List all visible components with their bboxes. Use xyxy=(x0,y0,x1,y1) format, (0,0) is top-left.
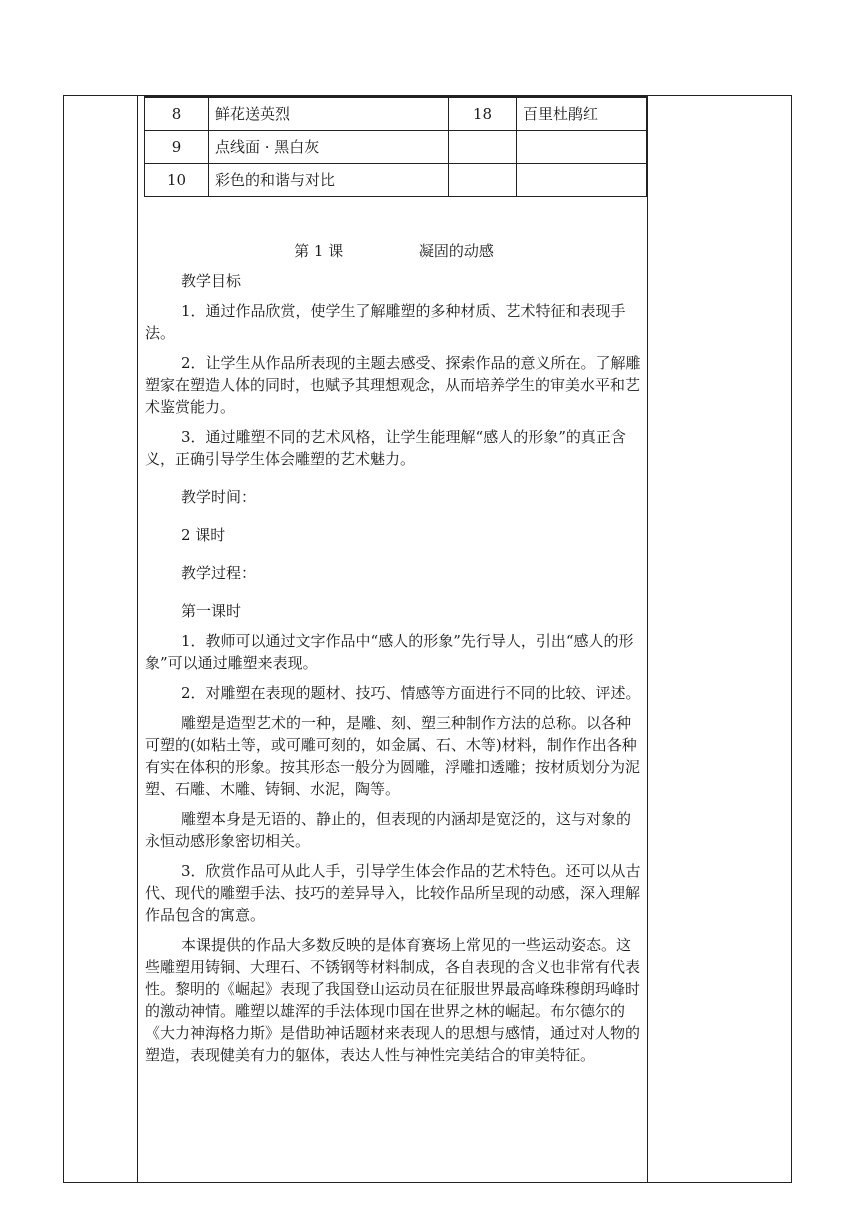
lesson-title: 凝固的动感 xyxy=(418,242,494,260)
paragraph: 本课提供的作品大多数反映的是体育赛场上常见的一些运动姿态。这些雕塑用铸铜、大理石、不锈钢等材料制成，各自表现的含义也非常有代表性。黎明的《崛起》表现了我国登山运动员在征服世界最高峰珠穆朗玛峰时的激动神情。雕塑以雄浑的手法体现巾国在世界之林的崛起。布尔德尔的《大力神海格力斯》是借助神话题材来表现人的思想与感情，通过对人物的塑造，表现健美有力的躯体，表达人性与神性完美结合的审美特征。 xyxy=(145,936,641,1064)
paragraph: 2．对雕塑在表现的题材、技巧、情感等方面进行不同的比较、评述。 xyxy=(181,684,641,702)
lesson-name xyxy=(517,163,647,196)
lesson-number: 8 xyxy=(145,97,209,130)
paragraph: 3．欣赏作品可从此人手，引导学生体会作品的艺术特色。还可以从古代、现代的雕塑手法、技巧的差异导入，比较作品所呈现的动感，深入理解作品包含的寓意。 xyxy=(145,862,641,924)
lesson-number: 18 xyxy=(449,97,517,130)
column-divider-left xyxy=(137,95,138,1183)
table-row xyxy=(145,130,647,163)
paragraph: 雕塑本身是无语的、静止的，但表现的内涵却是宽泛的，这与对象的永恒动感形象密切相关。 xyxy=(145,810,632,850)
lesson-heading xyxy=(145,240,643,262)
table-row xyxy=(145,97,647,130)
lesson-name: 鲜花送英烈 xyxy=(209,97,449,130)
section-heading: 第一课时 xyxy=(181,602,242,620)
table-row xyxy=(145,163,647,196)
lesson-number: 9 xyxy=(145,130,209,163)
paragraph: 3．通过雕塑不同的艺术风格，让学生能理解“感人的形象”的真正含义，正确引导学生体会雕塑的艺术魅力。 xyxy=(145,428,626,468)
lesson-plan-body xyxy=(145,240,643,1066)
section-heading: 教学时间： xyxy=(181,488,257,506)
paragraph: 雕塑是造型艺术的一种，是雕、刻、塑三种制作方法的总称。以各种可塑的(如粘土等，或可雕可刻的，如金属、石、木等)材料，制作作出各种有实在体积的形象。按其形态一般分为圆雕，浮雕扣透雕；按材质划分为泥塑、石雕、木雕、铸铜、水泥，陶等。 xyxy=(145,714,641,798)
paragraph: 1．通过作品欣赏，使学生了解雕塑的多种材质、艺术特征和表现手法。 xyxy=(145,302,626,342)
paragraph: 2．让学生从作品所表现的主题去感受、探索作品的意义所在。了解雕塑家在塑造人体的同时，也赋予其理想观念，从而培养学生的审美水平和艺术鉴赏能力。 xyxy=(145,354,641,416)
lesson-name: 点线面 · 黑白灰 xyxy=(209,130,449,163)
lesson-name: 彩色的和谐与对比 xyxy=(209,163,449,196)
paragraph: 1．教师可以通过文字作品中“感人的形象”先行导人，引出“感人的形象”可以通过雕塑来表现。 xyxy=(145,632,634,672)
column-divider-right xyxy=(647,95,648,1183)
lesson-number xyxy=(449,163,517,196)
lesson-name xyxy=(517,130,647,163)
lesson-number xyxy=(449,130,517,163)
lesson-name: 百里杜鹃红 xyxy=(517,97,647,130)
section-heading: 教学过程： xyxy=(181,564,257,582)
section-heading: 教学目标 xyxy=(181,272,242,290)
lesson-number: 10 xyxy=(145,163,209,196)
lesson-list-table xyxy=(144,96,647,197)
paragraph: 2 课时 xyxy=(181,526,226,544)
lesson-number-label: 第 1 课 xyxy=(294,242,344,260)
